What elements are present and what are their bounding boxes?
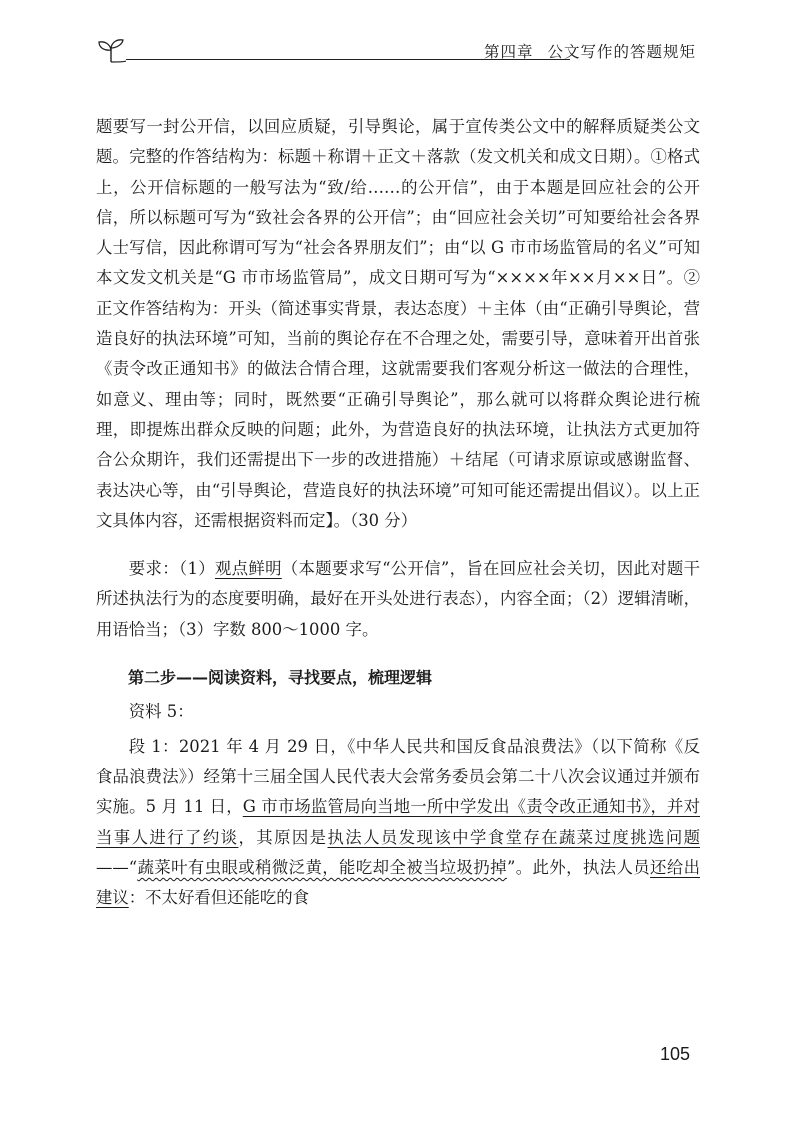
chapter-heading	[484, 40, 696, 62]
segment-underline-3: 还给出建议	[96, 857, 700, 908]
chapter-number: 第四章	[483, 43, 534, 61]
page-body	[96, 112, 700, 913]
segment-underline-1: G 市市场监管局向当地一所中学发出《责令改正通知书》，并对当事人进行了约谈	[96, 797, 700, 847]
segment-text-2: ，其原因是	[238, 827, 328, 847]
step-heading: 第二步——阅读资料，寻找要点，梳理逻辑	[128, 668, 433, 688]
segment-text-4: ”。此外，执法人员	[506, 857, 651, 877]
segment-text-5: ：不太好看但还能吃的食	[128, 888, 310, 908]
segment-text-1: 段 1：2021 年 4 月 29 日，《中华人民共和国反食品浪费法》（以下简称《反食品浪费法》）经第十三届全国人民代表大会常务委员会第二十八次会议通过并颁布实施。5 月 11 日，	[96, 736, 700, 817]
analysis-paragraph: 题要写一封公开信，以回应质疑，引导舆论，属于宣传类公文中的解释质疑类公文题。完整的作答结构为：标题＋称谓＋正文＋落款（发文机关和成文日期）。①格式上，公开信标题的一般写法为“致/给……的公开信”，由于本题是回应社会的公开信，所以标题可写为“致社会各界的公开信”；由“回应社会关切”可知要给社会各界人士写信，因此称谓可写为“社会各界朋友们”；由“以 G 市市场监管局的名义”可知本文发文机关是“G 市市场监管局”，成文日期可写为“××××年××月××日”。②正文作答结构为：开头（简述事实背景，表达态度）＋主体（由“正确引导舆论，营造良好的执法环境”可知，当前的舆论存在不合理之处，需要引导，意味着开出首张《责令改正通知书》的做法合情合理，这就需要我们客观分析这一做法的合理性，如意义、理由等；同时，既然要“正确引导舆论”，那么就可以将群众舆论进行梳理，即提炼出群众反映的问题；此外，为营造良好的执法环境，让执法方式更加符合公众期许，我们还需提出下一步的改进措施）＋结尾（可请求原谅或感谢监督、表达决心等，由“引导舆论，营造良好的执法环境”可知可能还需提出倡议）。以上正文具体内容，还需根据资料而定】。（30 分）	[96, 117, 700, 530]
material-label: 资料 5：	[128, 702, 194, 722]
chapter-title: 公文写作的答题规矩	[547, 43, 696, 61]
sprout-icon	[96, 38, 126, 64]
requirements-rest: （本题要求写“公开信”，旨在回应社会关切，因此对题干所述执法行为的态度要明确，最好在开头处进行表态），内容全面；（2）逻辑清晰，用语恰当；（3）字数 800～1000 字。	[96, 559, 700, 639]
requirements-paragraph	[96, 554, 700, 645]
running-header	[96, 36, 696, 72]
segment-paragraph	[96, 732, 700, 914]
segment-wavy-1: 蔬菜叶有虫眼或稍微泛黄，能吃却全被当垃圾扔掉	[137, 857, 507, 877]
page-number: 105	[660, 1044, 691, 1064]
requirements-underlined: 观点鲜明	[214, 559, 282, 579]
segment-text-3: ——“	[96, 857, 138, 877]
requirements-lead: 要求：（1）	[128, 559, 215, 579]
segment-underline-2: 执法人员发现该中学食堂存在蔬菜过度挑选问题	[327, 827, 701, 847]
